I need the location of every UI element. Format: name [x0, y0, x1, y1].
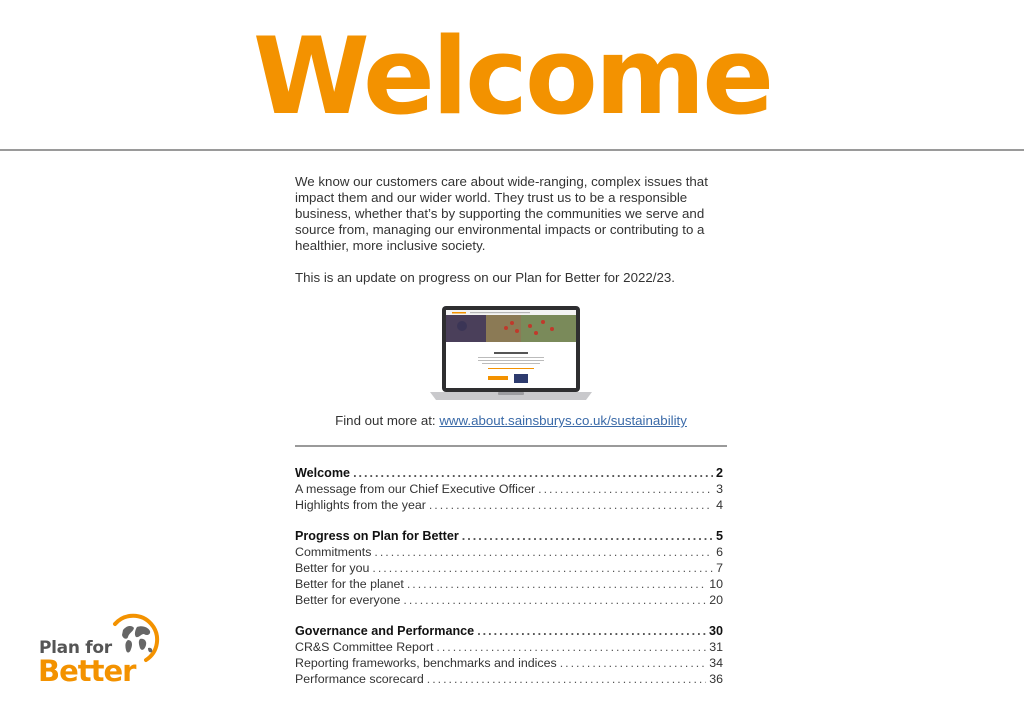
toc-item-label: Highlights from the year: [295, 497, 426, 512]
toc-leader: [477, 624, 706, 640]
page-title: Welcome: [252, 15, 772, 138]
contents-divider: [295, 445, 727, 447]
intro-paragraph-1: We know our customers care about wide-ranging, complex issues that impact them and our wider world. They trust us to be a responsible business, whether that’s by supporting the communities we serve and source from, managing our environmental impacts or contributing to a healthier, more inclusive society.: [295, 174, 708, 253]
toc-page-number: 2: [715, 466, 723, 480]
toc-leader: [538, 482, 713, 498]
toc-leader: [436, 640, 706, 656]
toc-page-number: 7: [716, 560, 723, 575]
toc-heading-label: Progress on Plan for Better: [295, 529, 459, 544]
toc-leader: [427, 672, 706, 688]
intro-text: [295, 174, 735, 302]
toc-page-number: 6: [716, 545, 723, 560]
intro-paragraph-2: This is an update on progress on our Plan for Better for 2022/23.: [295, 270, 675, 285]
toc-page-number: 10: [709, 576, 723, 591]
toc-page-number: 36: [709, 671, 723, 686]
toc-item[interactable]: [295, 577, 723, 593]
toc-leader: [407, 577, 706, 593]
toc-heading-label: Governance and Performance: [295, 624, 475, 639]
toc-item-label: CR&S Committee Report: [295, 640, 434, 655]
sustainability-link[interactable]: www.about.sainsburys.co.uk/sustainability: [439, 413, 687, 428]
toc-section-governance: [295, 624, 723, 687]
toc-leader: [462, 529, 713, 545]
toc-item[interactable]: [295, 656, 723, 672]
toc-item-label: Commitments: [295, 545, 372, 560]
logo-line-1: Plan for: [39, 638, 112, 658]
toc-leader: [353, 466, 713, 482]
plan-for-better-logo: [36, 610, 166, 690]
toc-item[interactable]: [295, 482, 723, 498]
toc-section-progress: [295, 529, 723, 608]
toc-section-welcome: [295, 466, 723, 513]
toc-item-label: Reporting frameworks, benchmarks and indices: [295, 655, 557, 670]
toc-item-label: Better for everyone: [295, 592, 401, 607]
toc-page-number: 3: [716, 481, 723, 496]
toc-page-number: 30: [708, 624, 723, 639]
toc-leader: [560, 656, 707, 672]
toc-item[interactable]: [295, 561, 723, 577]
toc-page-number: 20: [709, 592, 723, 607]
toc-page-number: 4: [716, 497, 723, 512]
find-out-more: [295, 413, 727, 428]
toc-item[interactable]: [295, 545, 723, 561]
toc-page-number: 5: [715, 529, 723, 544]
toc-leader: [403, 593, 706, 609]
toc-leader: [374, 545, 713, 561]
laptop-icon: [428, 304, 594, 402]
toc-leader: [372, 561, 713, 577]
logo-line-2: Better: [38, 654, 136, 688]
toc-item-label: Better for the planet: [295, 576, 404, 591]
toc-item-label: A message from our Chief Executive Officer: [295, 481, 536, 496]
toc-page-number: 31: [709, 640, 723, 655]
find-out-more-label: Find out more at:: [335, 413, 440, 428]
table-of-contents: [295, 466, 723, 704]
toc-item-label: Better for you: [295, 560, 370, 575]
toc-leader: [429, 498, 713, 514]
toc-heading-label: Welcome: [295, 466, 351, 480]
toc-heading[interactable]: [295, 529, 723, 545]
toc-item[interactable]: [295, 498, 723, 514]
toc-heading[interactable]: [295, 624, 723, 640]
toc-page-number: 34: [709, 655, 723, 670]
toc-item[interactable]: [295, 672, 723, 688]
toc-item[interactable]: [295, 593, 723, 609]
title-divider: [0, 149, 1024, 151]
toc-item[interactable]: [295, 640, 723, 656]
toc-item-label: Performance scorecard: [295, 671, 424, 686]
toc-heading[interactable]: [295, 466, 723, 482]
